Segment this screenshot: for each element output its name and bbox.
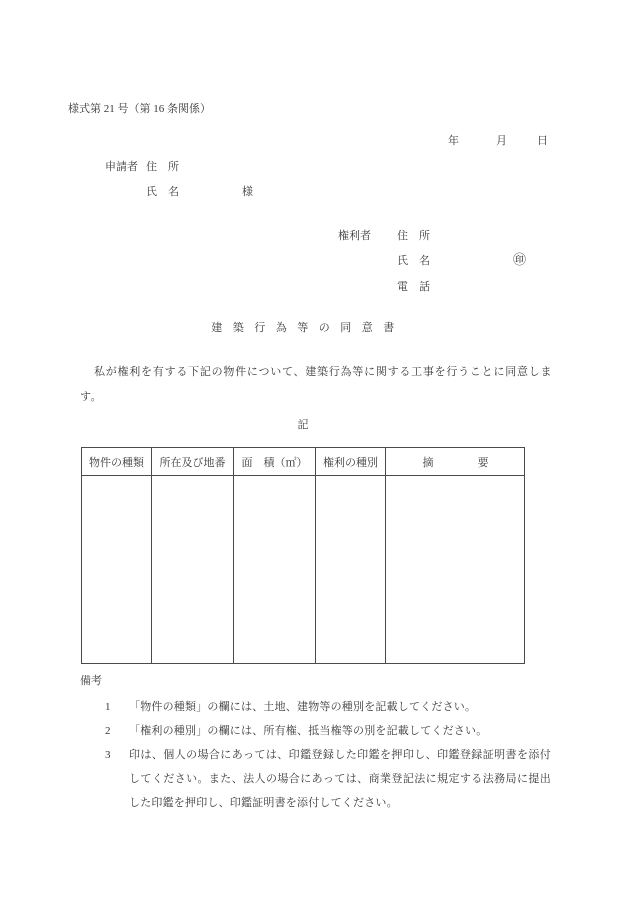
col-header-property-type: 物件の種類	[82, 448, 152, 476]
remark-item	[105, 719, 555, 743]
remark-item	[105, 743, 555, 815]
consent-statement: 私が権利を有する下記の物件について、建築行為等に関する工事を行うことに同意します。	[80, 366, 552, 403]
page-title: 建築行為等の同意書	[211, 322, 405, 334]
remark-number: 2	[105, 725, 111, 737]
cell-summary-empty	[386, 476, 525, 663]
applicant-honorific: 様	[242, 186, 253, 198]
applicant-role-label: 申請者	[105, 161, 138, 173]
record-mark: 記	[297, 419, 309, 431]
date-year-label: 年	[448, 135, 459, 147]
remarks-list	[105, 695, 555, 815]
rights-holder-phone-label: 電 話	[397, 281, 430, 293]
property-table	[81, 447, 525, 664]
rights-holder-role-label: 権利者	[338, 230, 371, 242]
cell-property-type-empty	[82, 476, 152, 663]
col-header-right-type: 権利の種別	[316, 448, 386, 476]
applicant-address-label: 住 所	[146, 161, 179, 173]
remarks-heading: 備考	[80, 675, 102, 687]
remark-item	[105, 695, 555, 719]
form-number: 様式第 21 号（第 16 条関係）	[68, 103, 211, 115]
col-header-area: 面 積（㎡）	[234, 448, 316, 476]
rights-holder-address-label: 住 所	[397, 230, 430, 242]
rights-holder-name-label: 氏 名	[397, 255, 430, 267]
col-header-location-lot: 所在及び地番	[152, 448, 234, 476]
date-day-label: 日	[537, 135, 548, 147]
cell-area-empty	[234, 476, 316, 663]
cell-location-lot-empty	[152, 476, 234, 663]
col-header-summary: 摘 要	[386, 448, 525, 476]
remark-text: 印は、個人の場合にあっては、印鑑登録した印鑑を押印し、印鑑登録証明書を添付してください。また、法人の場合にあっては、商業登記法に規定する法務局に提出した印鑑を押印し、印鑑証明書を添付してください。	[129, 749, 551, 809]
remark-text: 「物件の種類」の欄には、土地、建物等の種別を記載してください。	[129, 701, 477, 713]
applicant-name-label: 氏 名	[146, 186, 179, 198]
remark-text: 「権利の種別」の欄には、所有権、抵当権等の別を記載してください。	[129, 725, 488, 737]
date-month-label: 月	[496, 135, 507, 147]
seal-mark-icon: ㊞	[513, 252, 527, 267]
remark-number: 1	[105, 701, 111, 713]
remark-number: 3	[105, 749, 111, 761]
cell-right-type-empty	[316, 476, 386, 663]
